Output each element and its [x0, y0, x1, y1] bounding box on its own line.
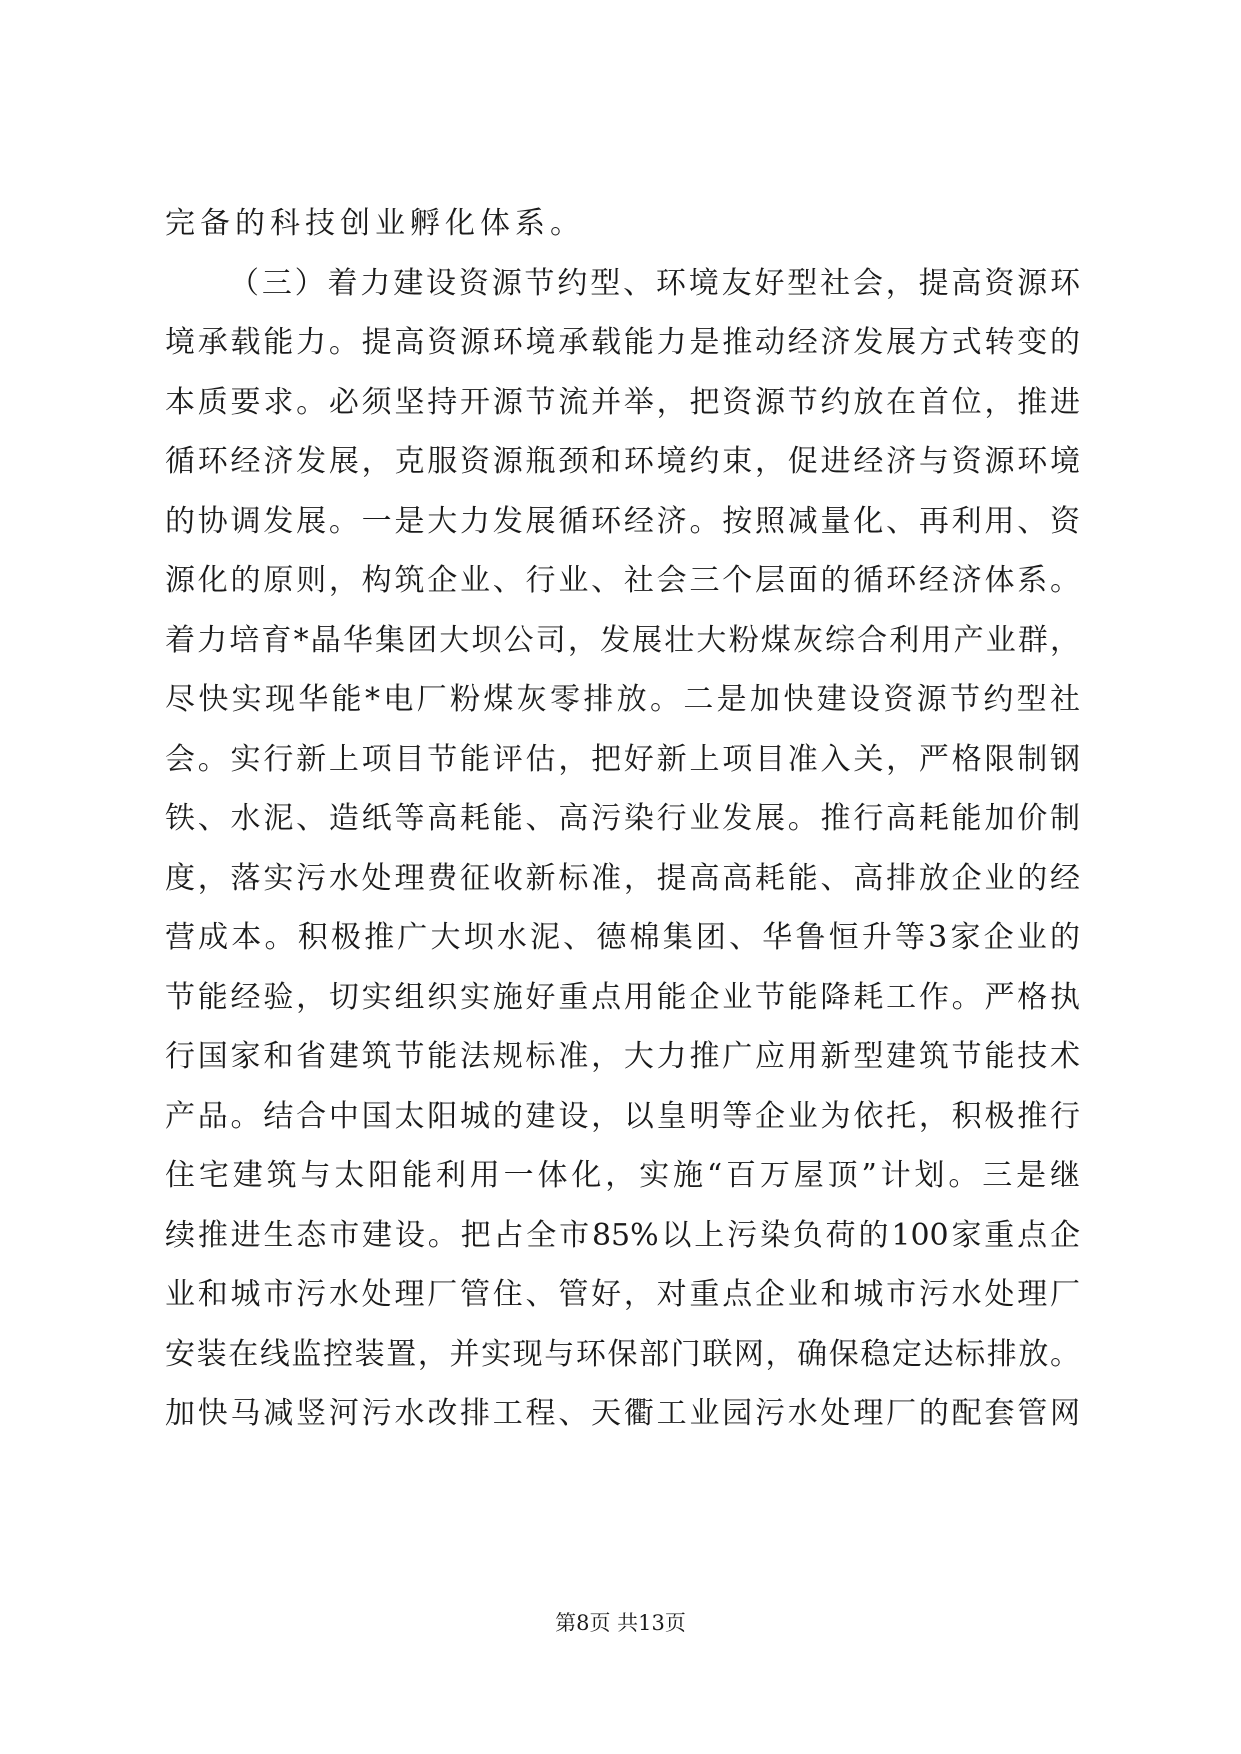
- text-line: 营成本。积极推广大坝水泥、德棉集团、华鲁恒升等3家企业的: [165, 920, 1080, 955]
- text-line: 住宅建筑与太阳能利用一体化，实施“百万屋顶”计划。三是继: [165, 1158, 1080, 1193]
- text-line: 境承载能力。提高资源环境承载能力是推动经济发展方式转变的: [165, 325, 1080, 360]
- text-line: 节能经验，切实组织实施好重点用能企业节能降耗工作。严格执: [165, 979, 1080, 1015]
- text-line: 安装在线监控装置，并实现与环保部门联网，确保稳定达标排放。: [165, 1336, 1080, 1372]
- text-line: 会。实行新上项目节能评估，把好新上项目准入关，严格限制钢: [165, 741, 1080, 777]
- text-line: 本质要求。必须坚持开源节流并举，把资源节约放在首位，推进: [165, 384, 1080, 420]
- text-line: 产品。结合中国太阳城的建设，以皇明等企业为依托，积极推行: [165, 1098, 1080, 1134]
- text-line: 业和城市污水处理厂管住、管好，对重点企业和城市污水处理厂: [165, 1277, 1080, 1312]
- text-line: 完备的科技创业孵化体系。: [165, 206, 585, 241]
- body-text: [165, 194, 1080, 1444]
- text-line: 循环经济发展，克服资源瓶颈和环境约束，促进经济与资源环境: [165, 444, 1080, 479]
- text-line: 源化的原则，构筑企业、行业、社会三个层面的循环经济体系。: [165, 563, 1080, 598]
- page-number-footer: 第8页 共13页: [555, 1611, 686, 1635]
- text-line: 铁、水泥、造纸等高耗能、高污染行业发展。推行高耗能加价制: [165, 801, 1080, 836]
- text-line: 度，落实污水处理费征收新标准，提高高耗能、高排放企业的经: [165, 860, 1080, 896]
- text-line: 的协调发展。一是大力发展循环经济。按照减量化、再利用、资: [165, 503, 1080, 539]
- text-line: 加快马减竖河污水改排工程、天衢工业园污水处理厂的配套管网: [165, 1396, 1080, 1431]
- text-line: 着力培育*晶华集团大坝公司，发展壮大粉煤灰综合利用产业群，: [165, 622, 1080, 658]
- section-heading-line: （三）着力建设资源节约型、环境友好型社会，提高资源环: [229, 265, 1080, 301]
- text-line: 续推进生态市建设。把占全市85%以上污染负荷的100家重点企: [165, 1217, 1080, 1253]
- text-line: 行国家和省建筑节能法规标准，大力推广应用新型建筑节能技术: [165, 1039, 1080, 1074]
- text-line: 尽快实现华能*电厂粉煤灰零排放。二是加快建设资源节约型社: [165, 682, 1080, 717]
